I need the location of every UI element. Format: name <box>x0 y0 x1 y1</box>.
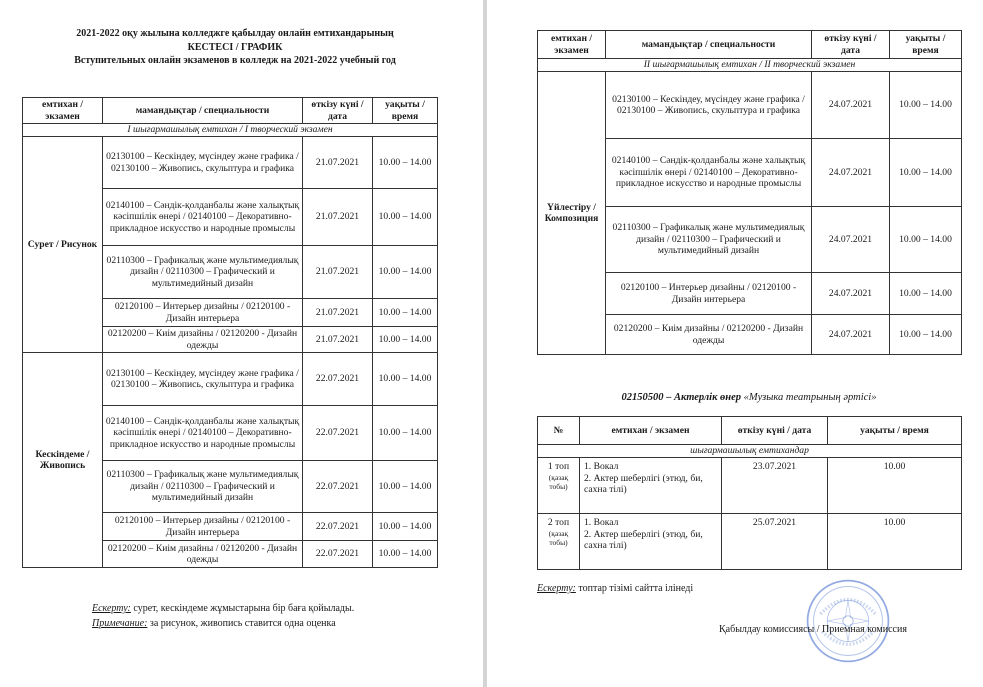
date-cell: 24.07.2021 <box>812 139 890 207</box>
signature-line: Қабылдау комиссиясы / Приемная комиссия <box>719 624 907 635</box>
note-groups-text: топтар тізімі сайтта ілінеді <box>575 583 694 594</box>
table-row <box>538 458 962 514</box>
header-specialty: мамандықтар / специальности <box>103 98 303 124</box>
table-row <box>538 514 962 570</box>
time-cell: 10.00 – 14.00 <box>373 299 438 327</box>
section-row <box>538 59 962 72</box>
time-cell: 10.00 – 14.00 <box>373 406 438 461</box>
specialty-cell: 02120200 – Киім дизайны / 02120200 - Дизайн одежды <box>103 541 303 568</box>
date-cell: 21.07.2021 <box>303 299 373 327</box>
exam-name-zhivopis: Кескіндеме / Живопись <box>23 353 103 568</box>
schedule-table-right <box>537 30 962 355</box>
exam-items-cell <box>580 458 722 514</box>
date-cell: 21.07.2021 <box>303 137 373 189</box>
schedule-table-left <box>22 97 438 568</box>
exam-item-vocal: 1. Вокал <box>584 517 619 528</box>
note-ru-label: Примечание: <box>92 618 148 629</box>
heading-line-kz: 2021-2022 оқу жылына колледжге қабылдау онлайн емтихандарының <box>76 28 394 39</box>
specialty-cell: 02110300 – Графикалық және мультимедиялық дизайн / 02110300 – Графический и мультимедийный дизайн <box>103 461 303 513</box>
time-cell: 10.00 – 14.00 <box>373 327 438 353</box>
time-cell: 10.00 – 14.00 <box>373 513 438 541</box>
note-ru-text: за рисунок, живопись ставится одна оценка <box>147 618 336 629</box>
header-specialty: мамандықтар / специальности <box>606 31 812 59</box>
note-kz-text: сурет, кескіндеме жұмыстарына бір баға қойылады. <box>130 603 355 614</box>
specialty-cell: 02120200 – Киім дизайны / 02120200 - Дизайн одежды <box>606 315 812 355</box>
date-cell: 22.07.2021 <box>303 353 373 406</box>
table-header-row <box>538 31 962 59</box>
section-row <box>23 124 438 137</box>
date-cell: 24.07.2021 <box>812 207 890 273</box>
header-date: өткізу күні / дата <box>812 31 890 59</box>
time-cell: 10.00 – 14.00 <box>890 139 962 207</box>
specialty-cell: 02120200 – Киім дизайны / 02120200 - Дизайн одежды <box>103 327 303 353</box>
group-name: 2 топ <box>547 517 570 528</box>
specialty-cell: 02140100 – Сәндік-қолданбалы және халықтық кәсіпшілік өнері / 02140100 – Декоративно-прикладное искусство и народные промыслы <box>103 406 303 461</box>
note-groups-label: Ескерту: <box>537 583 576 594</box>
right-page <box>487 0 983 687</box>
date-cell: 22.07.2021 <box>303 406 373 461</box>
time-cell: 10.00 – 14.00 <box>373 189 438 246</box>
actor-section-title <box>537 392 961 403</box>
time-cell: 10.00 – 14.00 <box>890 315 962 355</box>
section-row <box>538 445 962 458</box>
exam-item-vocal: 1. Вокал <box>584 461 619 472</box>
table-header-row <box>538 417 962 445</box>
table-row <box>538 72 962 139</box>
time-cell: 10.00 <box>828 458 962 514</box>
date-cell: 21.07.2021 <box>303 246 373 299</box>
header-exam: емтихан / экзамен <box>538 31 606 59</box>
specialty-cell: 02130100 – Кескіндеу, мүсіндеу және графика / 02130100 – Живопись, скульптура и графика <box>606 72 812 139</box>
group-sub: (қазақ тобы) <box>548 528 569 547</box>
date-cell: 23.07.2021 <box>722 458 828 514</box>
header-exam: емтихан / экзамен <box>23 98 103 124</box>
exam-name-risunok: Сурет / Рисунок <box>23 137 103 353</box>
specialty-cell: 02140100 – Сәндік-қолданбалы және халықтық кәсіпшілік өнері / 02140100 – Декоративно-прикладное искусство и народные промыслы <box>103 189 303 246</box>
time-cell: 10.00 – 14.00 <box>373 353 438 406</box>
left-page <box>0 0 483 687</box>
specialty-cell: 02110300 – Графикалық және мультимедиялық дизайн / 02110300 – Графический и мультимедийный дизайн <box>606 207 812 273</box>
date-cell: 24.07.2021 <box>812 72 890 139</box>
section-title: II шығармашылық емтихан / II творческий экзамен <box>538 59 962 72</box>
date-cell: 21.07.2021 <box>303 327 373 353</box>
actor-title-rest: «Музыка театрының әртісі» <box>741 392 877 403</box>
exam-item-acting: 2. Актер шеберлігі (этюд, би, сахна тілі) <box>584 472 703 495</box>
group-cell <box>538 458 580 514</box>
specialty-cell: 02120100 – Интерьер дизайны / 02120100 - Дизайн интерьера <box>103 299 303 327</box>
header-time: уақыты / время <box>828 417 962 445</box>
actor-title-code: 02150500 – Актерлік өнер <box>621 392 742 403</box>
header-date: өткізу күні / дата <box>303 98 373 124</box>
actor-exam-table <box>537 416 962 570</box>
header-time: уақыты / время <box>373 98 438 124</box>
note-groups <box>537 582 693 595</box>
time-cell: 10.00 – 14.00 <box>373 461 438 513</box>
table-header-row <box>23 98 438 124</box>
date-cell: 21.07.2021 <box>303 189 373 246</box>
time-cell: 10.00 <box>828 514 962 570</box>
group-name: 1 топ <box>547 461 570 472</box>
header-time: уақыты / время <box>890 31 962 59</box>
heading-line-ru: Вступительных онлайн экзаменов в колледж на 2021-2022 учебный год <box>74 55 396 66</box>
specialty-cell: 02120100 – Интерьер дизайны / 02120100 - Дизайн интерьера <box>606 273 812 315</box>
date-cell: 22.07.2021 <box>303 541 373 568</box>
specialty-cell: 02120100 – Интерьер дизайны / 02120100 - Дизайн интерьера <box>103 513 303 541</box>
date-cell: 22.07.2021 <box>303 513 373 541</box>
date-cell: 24.07.2021 <box>812 315 890 355</box>
official-stamp-icon <box>805 578 891 664</box>
header-date: өткізу күні / дата <box>722 417 828 445</box>
date-cell: 22.07.2021 <box>303 461 373 513</box>
header-exam: емтихан / экзамен <box>580 417 722 445</box>
date-cell: 25.07.2021 <box>722 514 828 570</box>
time-cell: 10.00 – 14.00 <box>890 72 962 139</box>
table-row <box>23 137 438 189</box>
note-kz-label: Ескерту: <box>92 603 131 614</box>
schedule-heading <box>20 27 450 68</box>
specialty-cell: 02140100 – Сәндік-қолданбалы және халықтық кәсіпшілік өнері / 02140100 – Декоративно-прикладное искусство и народные промыслы <box>606 139 812 207</box>
specialty-cell: 02130100 – Кескіндеу, мүсіндеу және графика / 02130100 – Живопись, скульптура и графика <box>103 137 303 189</box>
table-row <box>23 353 438 406</box>
time-cell: 10.00 – 14.00 <box>373 137 438 189</box>
group-cell <box>538 514 580 570</box>
note-ru <box>92 617 336 630</box>
time-cell: 10.00 – 14.00 <box>373 246 438 299</box>
specialty-cell: 02110300 – Графикалық және мультимедиялық дизайн / 02110300 – Графический и мультимедийный дизайн <box>103 246 303 299</box>
exam-item-acting: 2. Актер шеберлігі (этюд, би, сахна тілі) <box>584 528 703 551</box>
time-cell: 10.00 – 14.00 <box>373 541 438 568</box>
exam-items-cell <box>580 514 722 570</box>
group-sub: (қазақ тобы) <box>548 472 569 491</box>
exam-name-kompoziciya: Үйлестіру / Композиция <box>538 72 606 355</box>
note-kz <box>92 602 354 615</box>
header-num: № <box>538 417 580 445</box>
section-title: шығармашылық емтихандар <box>538 445 962 458</box>
section-title: I шығармашылық емтихан / I творческий экзамен <box>23 124 438 137</box>
time-cell: 10.00 – 14.00 <box>890 273 962 315</box>
time-cell: 10.00 – 14.00 <box>890 207 962 273</box>
heading-line-title: КЕСТЕСІ / ГРАФИК <box>187 41 283 53</box>
specialty-cell: 02130100 – Кескіндеу, мүсіндеу және графика / 02130100 – Живопись, скульптура и графика <box>103 353 303 406</box>
date-cell: 24.07.2021 <box>812 273 890 315</box>
